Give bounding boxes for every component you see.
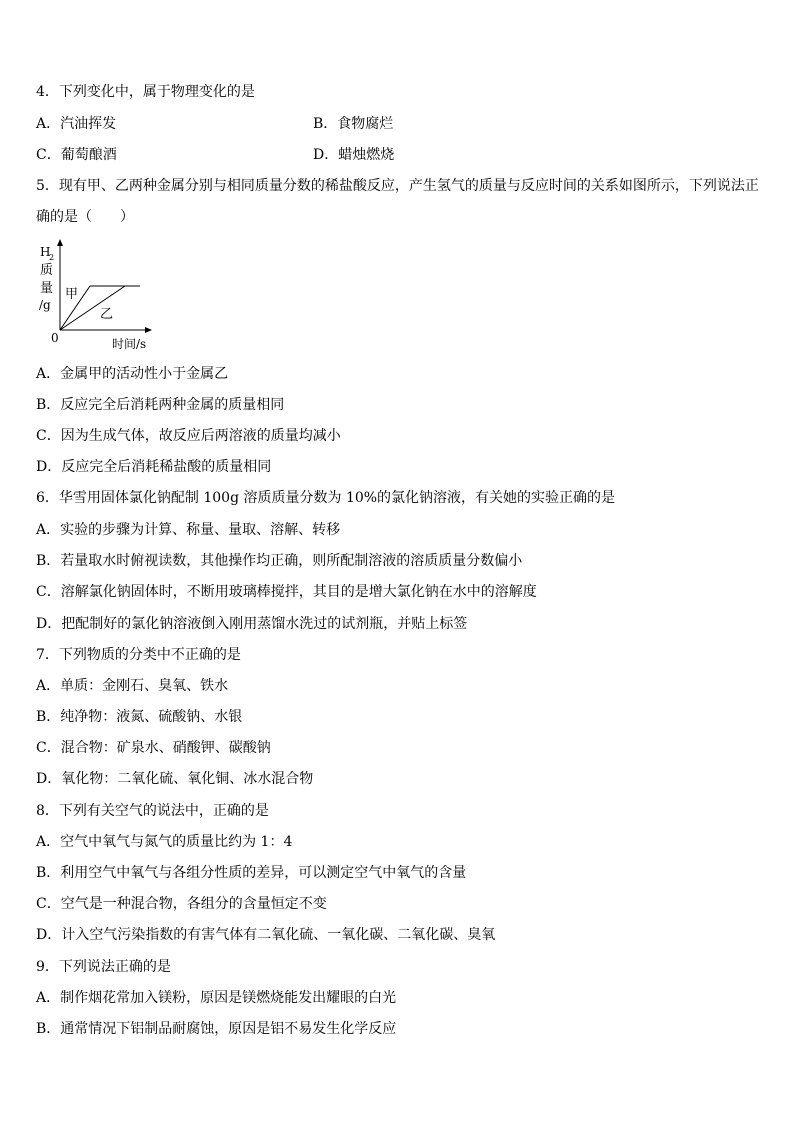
q5-stem-line2: 确的是（ ）	[36, 209, 134, 225]
q7-option-c: C．混合物：矿泉水、硝酸钾、碳酸钠	[36, 740, 271, 756]
q8-option-b: B．利用空气中氧气与各组分性质的差异，可以测定空气中氧气的含量	[36, 865, 467, 881]
y-axis-label-h: H	[40, 245, 51, 259]
y-axis-label-sub: 2	[49, 253, 55, 262]
q4-option-b: B．食物腐烂	[313, 116, 394, 132]
q7-option-a: A．单质：金刚石、臭氧、铁水	[36, 678, 229, 694]
q6-stem: 6．华雪用固体氯化钠配制 100g 溶质质量分数为 10%的氯化钠溶液，有关她的实验正确的是	[36, 490, 616, 506]
q4-stem: 4．下列变化中，属于物理变化的是	[36, 84, 255, 100]
q8-stem: 8．下列有关空气的说法中，正确的是	[36, 803, 269, 819]
q9-stem: 9．下列说法正确的是	[36, 959, 171, 975]
q7-stem: 7．下列物质的分类中不正确的是	[36, 647, 241, 663]
q4-option-c: C．葡萄酿酒	[36, 147, 117, 163]
q5-option-c: C．因为生成气体，故反应后两溶液的质量均减小	[36, 428, 341, 444]
q5-option-b: B．反应完全后消耗两种金属的质量相同	[36, 397, 285, 413]
series-label-yi: 乙	[100, 307, 114, 322]
q4-option-d: D．蜡烛燃烧	[313, 147, 395, 163]
q6-option-b: B．若量取水时俯视读数，其他操作均正确，则所配制溶液的溶质质量分数偏小	[36, 553, 523, 569]
y-axis-label-liang: 量	[40, 281, 54, 296]
q6-option-c: C．溶解氯化钠固体时，不断用玻璃棒搅拌，其目的是增大氯化钠在水中的溶解度	[36, 584, 537, 600]
q5-stem-line1: 5．现有甲、乙两种金属分别与相同质量分数的稀盐酸反应，产生氢气的质量与反应时间的关系如图所示，下列说法正	[36, 178, 759, 194]
series-label-jia: 甲	[65, 287, 79, 302]
y-axis-unit: /g	[39, 298, 51, 312]
q8-option-c: C．空气是一种混合物，各组分的含量恒定不变	[36, 896, 327, 912]
q6-option-d: D．把配制好的氯化钠溶液倒入刚用蒸馏水洗过的试剂瓶，并贴上标签	[36, 616, 468, 632]
q8-option-a: A．空气中氧气与氮气的质量比约为 1：4	[36, 834, 293, 850]
q9-option-b: B．通常情况下铝制品耐腐蚀，原因是铝不易发生化学反应	[36, 1021, 397, 1037]
x-axis-arrow	[145, 327, 152, 333]
x-axis-label: 时间/s	[112, 337, 147, 351]
q9-option-a: A．制作烟花常加入镁粉，原因是镁燃烧能发出耀眼的白光	[36, 990, 397, 1006]
q6-option-a: A．实验的步骤为计算、称量、量取、溶解、转移	[36, 522, 341, 538]
q5-hydrogen-graph	[36, 236, 156, 352]
q4-option-a: A．汽油挥发	[36, 116, 117, 132]
y-axis-label-zhi: 质	[40, 263, 54, 278]
q7-option-b: B．纯净物：液氮、硫酸钠、水银	[36, 709, 243, 725]
y-axis-arrow	[57, 239, 63, 246]
q5-option-d: D．反应完全后消耗稀盐酸的质量相同	[36, 459, 272, 475]
q5-option-a: A．金属甲的活动性小于金属乙	[36, 366, 229, 382]
q8-option-d: D．计入空气污染指数的有害气体有二氧化硫、一氧化碳、二氧化碳、臭氧	[36, 927, 496, 943]
origin-label: 0	[51, 331, 59, 345]
q7-option-d: D．氧化物：二氧化硫、氧化铜、冰水混合物	[36, 771, 314, 787]
